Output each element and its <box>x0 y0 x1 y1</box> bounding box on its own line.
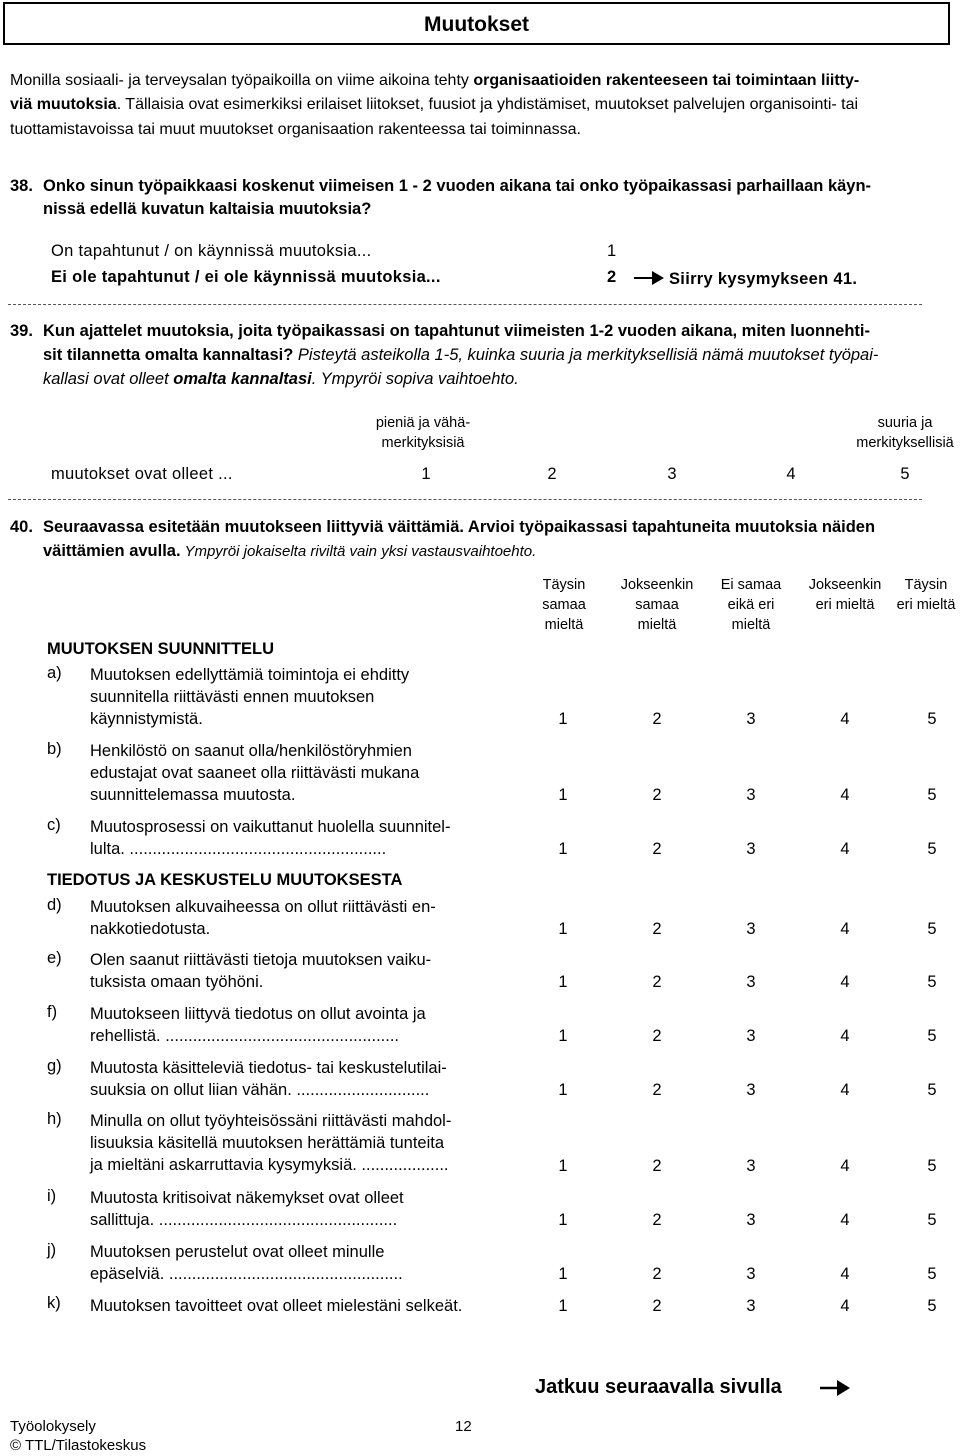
item-d-option-1[interactable]: 1 <box>558 920 568 938</box>
item-f-statement <box>90 1003 520 1047</box>
footer-copyright: © TTL/Tilastokeskus <box>10 1437 147 1454</box>
item-c-option-2[interactable]: 2 <box>652 840 662 858</box>
statement-line: Muutosprosessi on vaikuttanut huolella suunnitel- <box>90 818 451 836</box>
item-letter: d) <box>47 896 62 914</box>
statement-line: Muutoksen alkuvaiheessa on ollut riittävästi en- <box>90 898 436 916</box>
item-c-statement <box>90 816 520 860</box>
item-j-option-5[interactable]: 5 <box>927 1265 937 1283</box>
item-b-option-1[interactable]: 1 <box>558 786 568 804</box>
q40-question-line-2 <box>43 540 536 563</box>
q39-question-line-3 <box>43 368 519 390</box>
intro-line-1 <box>10 69 859 93</box>
item-g-statement <box>90 1057 520 1101</box>
item-a-option-3[interactable]: 3 <box>746 710 756 728</box>
statement-line: edustajat ovat saaneet olla riittävästi mukana <box>90 764 420 782</box>
page-number: 12 <box>455 1418 472 1435</box>
statement-line: Muutoksen edellyttämiä toimintoja ei ehditty <box>90 666 410 684</box>
intro-line-3: tuottamistavoissa tai muut muutokset organisaation rakenteessa tai toiminnassa. <box>10 121 581 138</box>
q39-question-line-2 <box>43 344 878 366</box>
q38-option-2-label: Ei ole tapahtunut / ei ole käynnissä muutoksia... <box>51 268 441 286</box>
item-j-option-3[interactable]: 3 <box>746 1265 756 1283</box>
item-j-statement <box>90 1241 520 1285</box>
item-c-option-4[interactable]: 4 <box>840 840 850 858</box>
q38-number: 38. <box>10 177 33 195</box>
item-letter: c) <box>47 816 61 834</box>
item-k-option-3[interactable]: 3 <box>746 1297 756 1315</box>
item-f-option-4[interactable]: 4 <box>840 1027 850 1045</box>
intro-text: . Tällaisia ovat esimerkiksi erilaiset liitokset, fuusiot ja yhdistämiset, muutokset palvelujen organisointi- tai <box>116 96 859 113</box>
divider <box>8 304 922 305</box>
q39-number: 39. <box>10 322 33 340</box>
item-a-option-4[interactable]: 4 <box>840 710 850 728</box>
q38-option-2-value[interactable]: 2 <box>607 268 617 286</box>
item-i-option-5[interactable]: 5 <box>927 1211 937 1229</box>
item-letter: b) <box>47 740 62 758</box>
item-i-option-3[interactable]: 3 <box>746 1211 756 1229</box>
statement-line: Muutokseen liittyvä tiedotus on ollut avointa ja <box>90 1005 426 1023</box>
item-d-option-3[interactable]: 3 <box>746 920 756 938</box>
item-d-option-2[interactable]: 2 <box>652 920 662 938</box>
q38-option-1-label: On tapahtunut / on käynnissä muutoksia... <box>51 242 372 260</box>
statement-line: suunnitella riittävästi ennen muutoksen <box>90 688 375 706</box>
item-e-option-4[interactable]: 4 <box>840 973 850 991</box>
statement-line: suuksia on ollut liian vähän. ............................. <box>90 1081 430 1099</box>
statement-line: ja mieltäni askarruttavia kysymyksiä. ................... <box>90 1156 449 1174</box>
item-g-option-5[interactable]: 5 <box>927 1081 937 1099</box>
statement-line: Muutoksen perustelut ovat olleet minulle <box>90 1243 385 1261</box>
intro-bold: viä muutoksia <box>10 96 117 113</box>
arrow-right-icon <box>632 268 666 288</box>
q40-number: 40. <box>10 518 33 536</box>
item-f-option-5[interactable]: 5 <box>927 1027 937 1045</box>
q39-scale-option-4[interactable]: 4 <box>786 465 796 483</box>
column-header-line: Jokseenkin <box>620 577 694 593</box>
column-header-line: eri mieltä <box>815 597 875 613</box>
item-a-option-2[interactable]: 2 <box>652 710 662 728</box>
item-d-statement <box>90 896 520 940</box>
q40-bold-text: väittämien avulla. <box>43 542 181 560</box>
item-b-option-3[interactable]: 3 <box>746 786 756 804</box>
page-title: Muutokset <box>424 13 529 36</box>
item-k-option-1[interactable]: 1 <box>558 1297 568 1315</box>
scale-label-line: merkityksisiä <box>381 435 465 451</box>
item-f-option-2[interactable]: 2 <box>652 1027 662 1045</box>
item-letter: a) <box>47 664 62 682</box>
item-letter: f) <box>47 1003 58 1021</box>
item-a-statement <box>90 664 520 730</box>
statement-line: sallittuja. .................................................... <box>90 1211 398 1229</box>
q40-column-header-3 <box>707 575 795 635</box>
item-g-option-3[interactable]: 3 <box>746 1081 756 1099</box>
item-k-statement <box>90 1295 530 1317</box>
item-h-option-1[interactable]: 1 <box>558 1157 568 1175</box>
item-f-option-3[interactable]: 3 <box>746 1027 756 1045</box>
item-e-option-5[interactable]: 5 <box>927 973 937 991</box>
item-e-statement <box>90 949 520 993</box>
column-header-line: Ei samaa <box>720 577 782 593</box>
column-header-line: mieltä <box>637 617 677 633</box>
q39-scale-option-1[interactable]: 1 <box>421 465 431 483</box>
item-letter: e) <box>47 949 62 967</box>
intro-text: Monilla sosiaali- ja terveysalan työpaikoilla on viime aikoina tehty <box>10 72 474 89</box>
item-j-option-2[interactable]: 2 <box>652 1265 662 1283</box>
item-k-option-4[interactable]: 4 <box>840 1297 850 1315</box>
title-box <box>3 2 950 45</box>
item-k-option-2[interactable]: 2 <box>652 1297 662 1315</box>
item-j-option-1[interactable]: 1 <box>558 1265 568 1283</box>
item-b-statement <box>90 740 520 806</box>
statement-line: rehellistä. ................................................... <box>90 1027 399 1045</box>
item-k-option-5[interactable]: 5 <box>927 1297 937 1315</box>
q39-instruction-text: . Ympyröi sopiva vaihtoehto. <box>311 370 519 388</box>
item-d-option-5[interactable]: 5 <box>927 920 937 938</box>
statement-line: käynnistymistä. <box>90 710 203 728</box>
scale-label-line: pieniä ja vähä- <box>375 415 471 431</box>
item-letter: g) <box>47 1057 62 1075</box>
q40-column-header-4 <box>800 575 890 615</box>
statement-line: Muutosta käsitteleviä tiedotus- tai keskustelutilai- <box>90 1059 447 1077</box>
column-header-line: eri mieltä <box>896 597 956 613</box>
item-b-option-4[interactable]: 4 <box>840 786 850 804</box>
q38-question-line-2: nissä edellä kuvatun kaltaisia muutoksia? <box>43 200 372 218</box>
q39-question-line-1: Kun ajattelet muutoksia, joita työpaikassasi on tapahtunut viimeisten 1-2 vuoden aikana, miten luonnehti- <box>43 322 870 340</box>
arrow-right-icon <box>818 1376 852 1400</box>
q39-scale-high-label <box>845 413 960 453</box>
column-header-line: samaa <box>635 597 679 613</box>
item-i-option-1[interactable]: 1 <box>558 1211 568 1229</box>
statement-line: Olen saanut riittävästi tietoja muutoksen vaiku- <box>90 951 432 969</box>
item-e-option-2[interactable]: 2 <box>652 973 662 991</box>
item-a-option-1[interactable]: 1 <box>558 710 568 728</box>
statement-line: tuksista omaan työhöni. <box>90 973 264 991</box>
q39-instruction-text: Pisteytä asteikolla 1-5, kuinka suuria ja merkityksellisiä nämä muutokset työpai- <box>293 346 879 364</box>
scale-label-line: merkityksellisiä <box>856 435 954 451</box>
statement-line: lulta. ........................................................ <box>90 840 387 858</box>
item-c-option-5[interactable]: 5 <box>927 840 937 858</box>
statement-line: epäselviä. ................................................... <box>90 1265 403 1283</box>
q38-question-line-1: Onko sinun työpaikkaasi koskenut viimeisen 1 - 2 vuoden aikana tai onko työpaikassasi parhaillaan käyn- <box>43 177 872 195</box>
item-b-option-2[interactable]: 2 <box>652 786 662 804</box>
continue-next-page: Jatkuu seuraavalla sivulla <box>535 1376 782 1398</box>
q39-scale-low-label <box>363 413 483 453</box>
item-i-option-4[interactable]: 4 <box>840 1211 850 1229</box>
statement-line: Henkilöstö on saanut olla/henkilöstöryhmien <box>90 742 412 760</box>
item-h-option-5[interactable]: 5 <box>927 1157 937 1175</box>
q38-skip-instruction: Siirry kysymykseen 41. <box>669 270 858 288</box>
q40-section-heading-communication: TIEDOTUS JA KESKUSTELU MUUTOKSESTA <box>47 871 403 889</box>
column-header-line: mieltä <box>731 617 771 633</box>
divider <box>8 499 922 500</box>
column-header-line: samaa <box>542 597 586 613</box>
item-j-option-4[interactable]: 4 <box>840 1265 850 1283</box>
intro-bold: organisaatioiden rakenteeseen tai toimintaan liitty- <box>473 72 860 89</box>
column-header-line: Jokseenkin <box>808 577 882 593</box>
q39-bold-text: sit tilannetta omalta kannaltasi? <box>43 346 294 364</box>
item-c-option-1[interactable]: 1 <box>558 840 568 858</box>
column-header-line: mieltä <box>544 617 584 633</box>
q40-instruction-text: Ympyröi jokaiselta riviltä vain yksi vastausvaihtoehto. <box>180 543 537 560</box>
item-e-option-1[interactable]: 1 <box>558 973 568 991</box>
item-letter: k) <box>47 1294 61 1312</box>
statement-line: suunnittelemassa muutosta. <box>90 786 296 804</box>
q39-scale-option-3[interactable]: 3 <box>667 465 677 483</box>
q38-option-1-value[interactable]: 1 <box>607 242 617 260</box>
intro-line-2 <box>10 93 858 117</box>
item-letter: h) <box>47 1110 62 1128</box>
item-g-option-2[interactable]: 2 <box>652 1081 662 1099</box>
statement-line: Minulla on ollut työyhteisössäni riittävästi mahdol- <box>90 1112 452 1130</box>
column-header-line: Täysin <box>904 577 948 593</box>
q39-row-label: muutokset ovat olleet ... <box>51 465 233 483</box>
item-i-option-2[interactable]: 2 <box>652 1211 662 1229</box>
item-i-statement <box>90 1187 520 1231</box>
q40-question-line-1: Seuraavassa esitetään muutokseen liittyviä väittämiä. Arvioi työpaikassasi tapahtuneita muutoksia näiden <box>43 518 876 536</box>
column-header-line: eikä eri <box>727 597 775 613</box>
item-d-option-4[interactable]: 4 <box>840 920 850 938</box>
item-h-option-2[interactable]: 2 <box>652 1157 662 1175</box>
q40-column-header-5 <box>893 575 959 615</box>
q39-emphasis-text: omalta kannaltasi <box>173 370 312 388</box>
item-c-option-3[interactable]: 3 <box>746 840 756 858</box>
item-letter: i) <box>47 1187 57 1205</box>
q39-instruction-text: kallasi ovat olleet <box>43 370 174 388</box>
item-f-option-1[interactable]: 1 <box>558 1027 568 1045</box>
q39-scale-option-2[interactable]: 2 <box>547 465 557 483</box>
item-g-option-1[interactable]: 1 <box>558 1081 568 1099</box>
item-g-option-4[interactable]: 4 <box>840 1081 850 1099</box>
q40-section-heading-planning: MUUTOKSEN SUUNNITTELU <box>47 640 275 658</box>
item-h-option-4[interactable]: 4 <box>840 1157 850 1175</box>
item-h-option-3[interactable]: 3 <box>746 1157 756 1175</box>
q39-scale-option-5[interactable]: 5 <box>900 465 910 483</box>
statement-line: nakkotiedotusta. <box>90 920 211 938</box>
q40-column-header-1 <box>520 575 608 635</box>
statement-line: lisuuksia käsitellä muutoksen herättämiä tunteita <box>90 1134 445 1152</box>
statement-line: Muutoksen tavoitteet ovat olleet mielestäni selkeät. <box>90 1297 463 1315</box>
item-e-option-3[interactable]: 3 <box>746 973 756 991</box>
statement-line: Muutosta kritisoivat näkemykset ovat olleet <box>90 1189 404 1207</box>
item-letter: j) <box>47 1241 57 1259</box>
item-a-option-5[interactable]: 5 <box>927 710 937 728</box>
q40-column-header-2 <box>612 575 702 635</box>
footer-survey-name: Työolokysely <box>10 1418 96 1435</box>
scale-label-line: suuria ja <box>877 415 933 431</box>
item-h-statement <box>90 1110 520 1176</box>
column-header-line: Täysin <box>542 577 586 593</box>
item-b-option-5[interactable]: 5 <box>927 786 937 804</box>
